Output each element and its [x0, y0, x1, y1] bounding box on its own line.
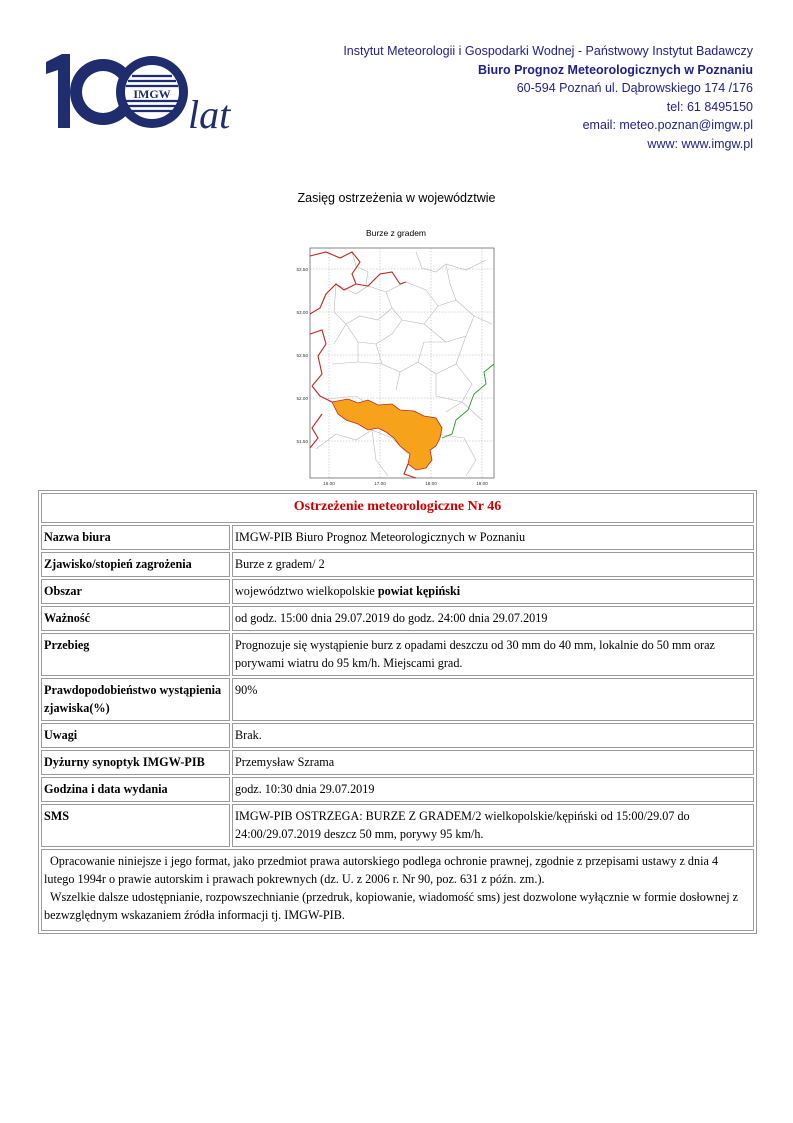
row-value: godz. 10:30 dnia 29.07.2019	[232, 777, 754, 802]
row-value: Przemysław Szrama	[232, 750, 754, 775]
map-y-tick: 53.00	[296, 310, 308, 315]
row-value: od godz. 15:00 dnia 29.07.2019 do godz. 24:00 dnia 29.07.2019	[232, 606, 754, 631]
row-key: Zjawisko/stopień zagrożenia	[41, 552, 230, 577]
office-email[interactable]: email: meteo.poznan@imgw.pl	[582, 118, 753, 132]
office-address: 60-594 Poznań ul. Dąbrowskiego 174 /176	[516, 81, 753, 95]
area-voivodeship: województwo wielkopolskie	[235, 584, 378, 598]
table-row	[41, 606, 754, 631]
table-row	[41, 678, 754, 721]
row-value: Prognozuje się wystąpienie burz z opadami deszczu od 30 mm do 40 mm, lokalnie do 50 mm oraz porywami wiatru do 95 km/h. Miejscami grad.	[232, 633, 754, 676]
row-key: Przebieg	[41, 633, 230, 676]
warning-table	[38, 490, 757, 934]
area-county: powiat kępiński	[377, 584, 461, 598]
map-x-tick: 18.00	[425, 481, 437, 486]
institute-name: Instytut Meteorologii i Gospodarki Wodnej - Państwowy Instytut Badawczy	[343, 44, 753, 58]
table-row	[41, 633, 754, 676]
office-website[interactable]: www: www.imgw.pl	[647, 136, 753, 151]
map-y-tick: 51.50	[296, 439, 308, 444]
map-y-tick: 52.50	[296, 353, 308, 358]
warning-area-map	[296, 224, 497, 488]
warning-title: Ostrzeżenie meteorologiczne Nr 46	[41, 493, 754, 523]
row-key: Nazwa biura	[41, 525, 230, 550]
row-value: Burze z gradem/ 2	[232, 552, 754, 577]
table-row	[41, 750, 754, 775]
row-key: Obszar	[41, 579, 230, 604]
table-row	[41, 777, 754, 802]
row-key: Godzina i data wydania	[41, 777, 230, 802]
imgw-100-lat-logo	[40, 48, 240, 138]
map-x-tick: 16.00	[323, 481, 335, 486]
map-x-tick: 17.00	[374, 481, 386, 486]
row-key: Ważność	[41, 606, 230, 631]
row-value: IMGW-PIB Biuro Prognoz Meteorologicznych w Poznaniu	[232, 525, 754, 550]
row-key: Prawdopodobieństwo wystąpienia zjawiska(%)	[41, 678, 230, 721]
map-title: Burze z gradem	[366, 228, 426, 238]
row-value: Brak.	[232, 723, 754, 748]
table-row	[41, 525, 754, 550]
office-name: Biuro Prognoz Meteorologicznych w Poznaniu	[477, 62, 753, 77]
map-section-title: Zasięg ostrzeżenia w województwie	[297, 191, 496, 205]
table-row	[41, 579, 754, 604]
svg-text:IMGW: IMGW	[133, 87, 171, 101]
row-value: 90%	[232, 678, 754, 721]
row-key: SMS	[41, 804, 230, 847]
table-row	[41, 723, 754, 748]
redistribution-text: Wszelkie dalsze udostępnianie, rozpowszechnianie (przedruk, kopiowanie, wiadomość sms) jest dozwolone wyłącznie w formie dosłownej z bezwzględnym wskazaniem źródła informacji tj. IMGW-PIB.	[44, 890, 739, 922]
office-phone: tel: 61 8495150	[666, 99, 753, 114]
svg-text:lat: lat	[188, 92, 231, 137]
table-row	[41, 552, 754, 577]
map-x-tick: 19.00	[476, 481, 488, 486]
institute-header	[343, 42, 753, 153]
row-value	[232, 579, 754, 604]
row-key: Dyżurny synoptyk IMGW-PIB	[41, 750, 230, 775]
copyright-notice	[41, 849, 754, 931]
row-key: Uwagi	[41, 723, 230, 748]
table-row	[41, 804, 754, 847]
map-y-tick: 52.00	[296, 396, 308, 401]
row-value: IMGW-PIB OSTRZEGA: BURZE Z GRADEM/2 wielkopolskie/kępiński od 15:00/29.07 do 24:00/29.07.2019 deszcz 50 mm, porywy 95 km/h.	[232, 804, 754, 847]
map-y-tick: 53.50	[296, 267, 308, 272]
copyright-text: Opracowanie niniejsze i jego format, jako przedmiot prawa autorskiego podlega ochronie prawnej, zgodnie z przepisami ustawy z dnia 4 lutego 1994r o prawie autorskim i prawach pokrewnych (dz. U. z 2006 r. Nr 90, poz. 631 z późn. zm.).	[44, 854, 719, 886]
